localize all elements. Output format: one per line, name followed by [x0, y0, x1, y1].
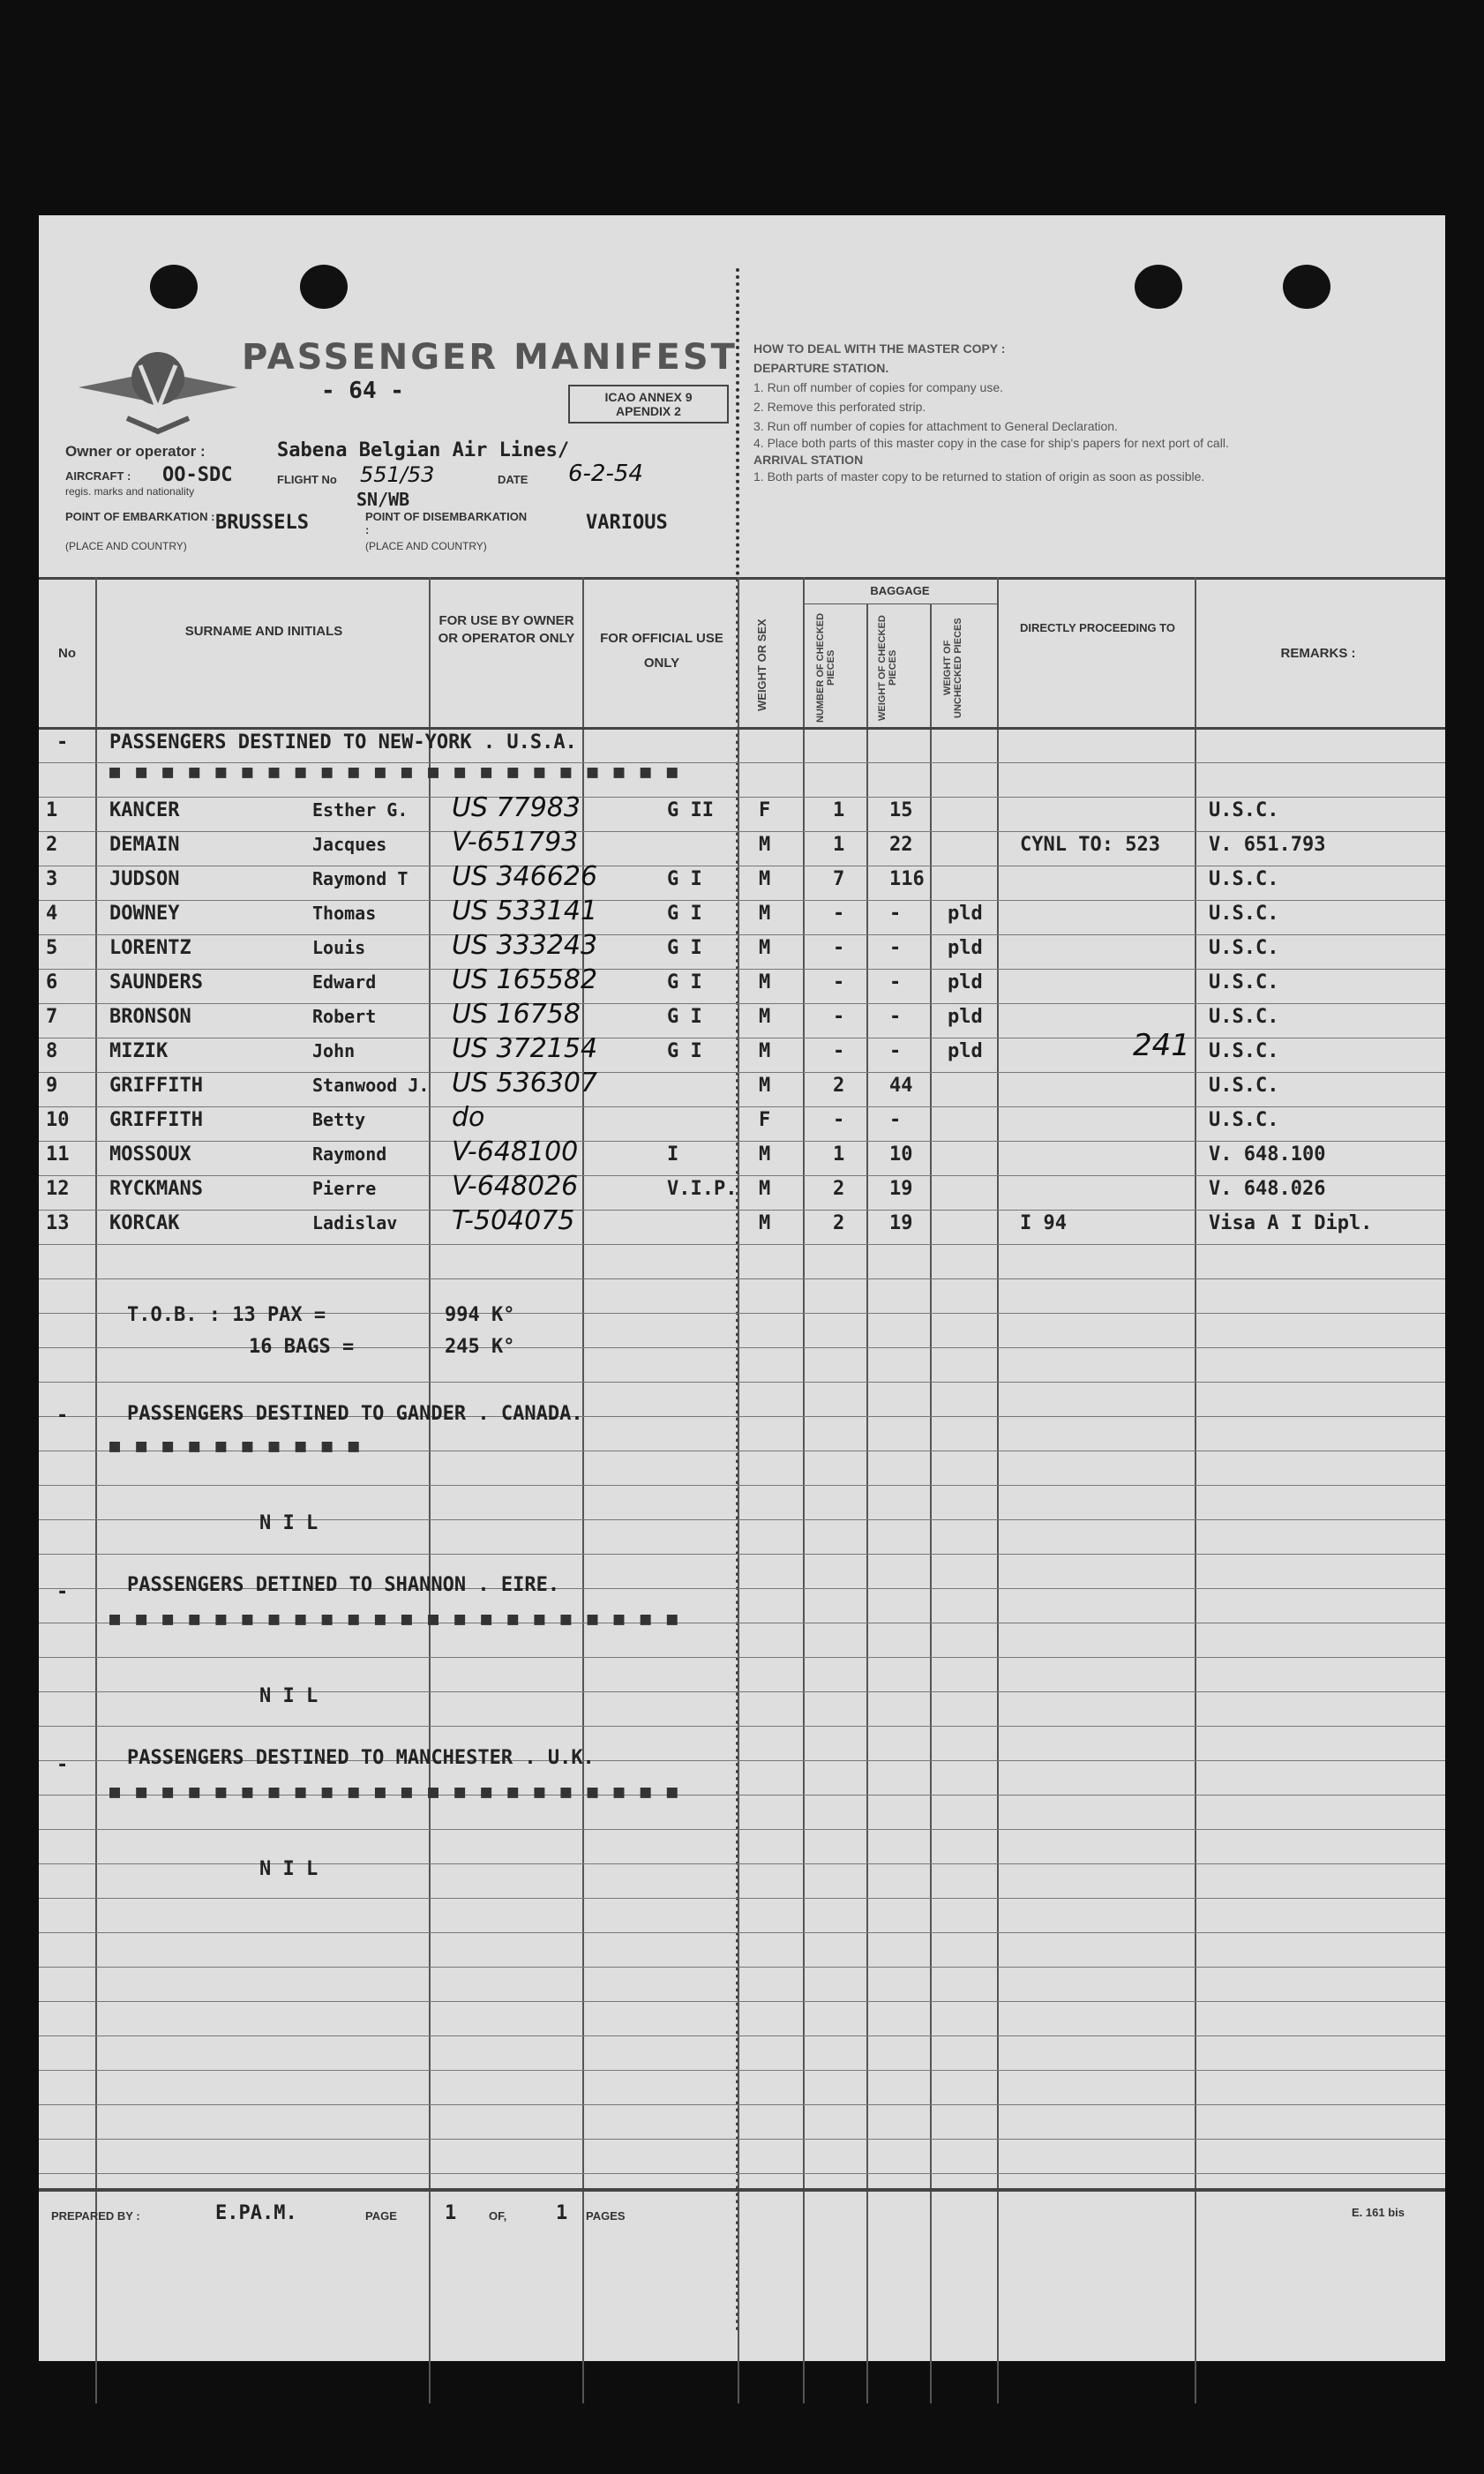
section-bullet: - — [56, 1754, 69, 1776]
row-official-use: G I — [667, 868, 702, 890]
row-checked-pieces: 1 — [833, 799, 845, 821]
nil-shannon: N I L — [259, 1685, 319, 1707]
row-sex: M — [759, 937, 771, 959]
row-checked-pieces: - — [833, 937, 845, 959]
row-no: 5 — [46, 937, 58, 959]
totals-bags-weight: 245 K° — [445, 1336, 515, 1358]
row-remarks: U.S.C. — [1209, 1006, 1279, 1028]
row-no: 8 — [46, 1040, 58, 1062]
col-checked-weight: WEIGHT OF CHECKED PIECES — [877, 615, 898, 721]
row-remarks: U.S.C. — [1209, 868, 1279, 890]
arrival-title: ARRIVAL STATION — [753, 453, 864, 467]
rule-line — [39, 831, 1445, 832]
disembark-value: VARIOUS — [586, 512, 668, 534]
rule-line — [39, 797, 1445, 798]
row-owner-use: V-651793 — [452, 827, 579, 858]
row-no: 4 — [46, 903, 58, 925]
instructions-title: HOW TO DEAL WITH THE MASTER COPY : — [753, 341, 1006, 356]
row-no: 3 — [46, 868, 58, 890]
row-checked-weight: - — [889, 903, 902, 925]
instruction-item: 2. Remove this perforated strip. — [753, 400, 926, 414]
flight-value: 551/53 — [360, 462, 435, 487]
owner-label: Owner or operator : — [65, 443, 206, 460]
disembark-sub: (PLACE AND COUNTRY) — [365, 540, 487, 552]
row-directly: 241 — [1133, 1028, 1190, 1063]
row-owner-use: V-648026 — [452, 1171, 579, 1202]
sabena-logo-icon — [74, 339, 242, 436]
row-surname: MIZIK — [109, 1040, 169, 1062]
row-checked-weight: 116 — [889, 868, 925, 890]
row-surname: BRONSON — [109, 1006, 191, 1028]
totals-pax: T.O.B. : 13 PAX = — [127, 1304, 326, 1326]
column-divider — [1195, 577, 1196, 2403]
row-initials: Esther G. — [312, 799, 408, 821]
row-remarks: U.S.C. — [1209, 971, 1279, 993]
aircraft-sub: regis. marks and nationality — [65, 485, 195, 498]
row-owner-use: US 372154 — [452, 1033, 598, 1064]
row-checked-pieces: - — [833, 1109, 845, 1131]
page-value: 1 — [445, 2202, 457, 2224]
row-sex: F — [759, 799, 771, 821]
row-checked-pieces: - — [833, 1040, 845, 1062]
section-bullet: - — [56, 731, 69, 753]
col-directly: DIRECTLY PROCEEDING TO — [1019, 621, 1175, 634]
row-official-use: I — [667, 1143, 679, 1166]
prepared-value: E.PA.M. — [215, 2202, 297, 2224]
row-surname: KORCAK — [109, 1212, 180, 1234]
section-bullet: - — [56, 1405, 69, 1427]
row-initials: Betty — [312, 1109, 366, 1130]
section-new-york: PASSENGERS DESTINED TO NEW-YORK . U.S.A. — [109, 731, 577, 753]
row-sex: M — [759, 971, 771, 993]
punch-hole — [1283, 265, 1330, 309]
rule-line — [39, 1691, 1445, 1692]
row-surname: MOSSOUX — [109, 1143, 191, 1166]
row-no: 2 — [46, 834, 58, 856]
row-checked-weight: 15 — [889, 799, 913, 821]
row-surname: JUDSON — [109, 868, 180, 890]
row-checked-weight: 44 — [889, 1075, 913, 1097]
aircraft-label: AIRCRAFT : — [65, 469, 131, 483]
row-sex: M — [759, 868, 771, 890]
embark-sub: (PLACE AND COUNTRY) — [65, 540, 187, 552]
column-divider — [95, 577, 97, 2403]
column-divider — [582, 577, 584, 2403]
table-top-border — [39, 577, 1445, 580]
row-no: 1 — [46, 799, 58, 821]
rule-line — [39, 1554, 1445, 1555]
row-unchecked-weight: pld — [948, 903, 983, 925]
column-divider — [803, 577, 805, 2403]
row-owner-use: US 533141 — [452, 896, 598, 926]
section-gander: PASSENGERS DESTINED TO GANDER . CANADA. — [127, 1403, 583, 1425]
icao-note: ICAO ANNEX 9 APENDIX 2 — [568, 385, 729, 424]
rule-line — [39, 2104, 1445, 2105]
row-sex: M — [759, 834, 771, 856]
row-surname: DOWNEY — [109, 903, 180, 925]
row-surname: RYCKMANS — [109, 1178, 203, 1200]
header-bottom-border — [39, 727, 1445, 730]
instruction-item: 1. Run off number of copies for company use. — [753, 380, 1004, 394]
punch-hole — [1135, 265, 1182, 309]
row-remarks: Visa A I Dipl. — [1209, 1212, 1373, 1234]
row-sex: M — [759, 1178, 771, 1200]
row-sex: M — [759, 1075, 771, 1097]
row-surname: DEMAIN — [109, 834, 180, 856]
row-checked-pieces: 2 — [833, 1212, 845, 1234]
row-no: 13 — [46, 1212, 70, 1234]
row-owner-use: US 77983 — [452, 792, 581, 823]
rule-line — [39, 1657, 1445, 1658]
nil-gander: N I L — [259, 1512, 319, 1534]
punch-hole — [300, 265, 348, 309]
row-owner-use: US 333243 — [452, 930, 598, 961]
of-value: 1 — [556, 2202, 568, 2224]
row-surname: GRIFFITH — [109, 1075, 203, 1097]
rule-line — [39, 1829, 1445, 1830]
totals-bags: 16 BAGS = — [249, 1336, 355, 1358]
row-sex: M — [759, 1040, 771, 1062]
manifest-title: PASSENGER MANIFEST — [242, 337, 738, 378]
row-checked-weight: - — [889, 1109, 902, 1131]
owner-value: Sabena Belgian Air Lines/ — [277, 439, 570, 461]
pages-label: PAGES — [586, 2209, 626, 2223]
column-divider — [997, 577, 999, 2403]
dash-row: ■ ■ ■ ■ ■ ■ ■ ■ ■ ■ ■ ■ ■ ■ ■ ■ ■ ■ ■ ■ ■ ■ — [109, 1608, 680, 1629]
date-value: 6-2-54 — [568, 461, 643, 487]
row-remarks: U.S.C. — [1209, 1075, 1279, 1097]
col-official-use: FOR OFFICIAL USE ONLY — [600, 631, 723, 671]
row-no: 6 — [46, 971, 58, 993]
row-official-use: V.I.P. — [667, 1178, 738, 1200]
page-number: - 64 - — [321, 378, 404, 404]
aircraft-value: OO-SDC — [162, 464, 233, 486]
rule-line — [39, 934, 1445, 935]
row-official-use: G I — [667, 971, 702, 993]
instruction-item: 3. Run off number of copies for attachment to General Declaration. — [753, 419, 1118, 433]
dash-row: ■ ■ ■ ■ ■ ■ ■ ■ ■ ■ ■ ■ ■ ■ ■ ■ ■ ■ ■ ■ ■ ■ — [109, 1781, 680, 1802]
row-remarks: V. 651.793 — [1209, 834, 1326, 856]
embark-label: POINT OF EMBARKATION : — [65, 510, 215, 523]
rule-line — [39, 1175, 1445, 1176]
col-no: No — [58, 646, 76, 661]
col-checked-pieces: NUMBER OF CHECKED PIECES — [815, 612, 836, 723]
row-checked-weight: - — [889, 1006, 902, 1028]
rule-line — [39, 2173, 1445, 2174]
section-shannon: PASSENGERS DETINED TO SHANNON . EIRE. — [127, 1574, 560, 1596]
row-no: 9 — [46, 1075, 58, 1097]
column-divider — [930, 604, 932, 2403]
row-checked-weight: 22 — [889, 834, 913, 856]
rule-line — [39, 2001, 1445, 2002]
row-remarks: U.S.C. — [1209, 1040, 1279, 1062]
section-bullet: - — [56, 1581, 69, 1603]
nil-manchester: N I L — [259, 1858, 319, 1880]
embark-value: BRUSSELS — [215, 512, 309, 534]
disembark-label: POINT OF DISEMBARKATION : — [365, 510, 528, 536]
row-unchecked-weight: pld — [948, 937, 983, 959]
row-surname: SAUNDERS — [109, 971, 203, 993]
row-initials: Ladislav — [312, 1212, 398, 1233]
row-unchecked-weight: pld — [948, 971, 983, 993]
row-checked-weight: - — [889, 937, 902, 959]
rule-line — [39, 2035, 1445, 2036]
row-remarks: V. 648.100 — [1209, 1143, 1326, 1166]
col-weight-sex: WEIGHT OR SEX — [755, 618, 768, 712]
row-sex: M — [759, 1212, 771, 1234]
manifest-sheet — [39, 215, 1445, 2361]
flight-sub: SN/WB — [356, 489, 410, 510]
row-official-use: G I — [667, 1040, 702, 1062]
row-owner-use: US 16758 — [452, 999, 581, 1030]
row-unchecked-weight: pld — [948, 1006, 983, 1028]
row-sex: F — [759, 1109, 771, 1131]
rule-line — [39, 2139, 1445, 2140]
rule-line — [39, 1726, 1445, 1727]
row-initials: Raymond T — [312, 868, 408, 889]
row-official-use: G I — [667, 937, 702, 959]
rule-line — [39, 1932, 1445, 1933]
row-surname: KANCER — [109, 799, 180, 821]
rule-line — [39, 1072, 1445, 1073]
row-initials: Robert — [312, 1006, 377, 1027]
rule-line — [39, 1898, 1445, 1899]
totals-pax-weight: 994 K° — [445, 1304, 515, 1326]
rule-line — [39, 1519, 1445, 1520]
row-checked-pieces: - — [833, 971, 845, 993]
row-surname: GRIFFITH — [109, 1109, 203, 1131]
rule-line — [39, 2070, 1445, 2071]
rule-line — [39, 1863, 1445, 1864]
row-directly: CYNL TO: 523 — [1020, 834, 1160, 856]
row-checked-weight: - — [889, 971, 902, 993]
row-checked-pieces: 2 — [833, 1075, 845, 1097]
row-sex: M — [759, 1006, 771, 1028]
row-checked-pieces: - — [833, 1006, 845, 1028]
row-owner-use: US 165582 — [452, 964, 598, 995]
rule-line — [39, 1106, 1445, 1107]
rule-line — [39, 969, 1445, 970]
column-divider — [429, 577, 431, 2403]
row-checked-weight: 10 — [889, 1143, 913, 1166]
page-label: PAGE — [365, 2209, 397, 2223]
row-initials: Raymond — [312, 1143, 387, 1165]
col-surname: SURNAME AND INITIALS — [184, 624, 343, 639]
row-remarks: U.S.C. — [1209, 1109, 1279, 1131]
col-owner-use: FOR USE BY OWNER OR OPERATOR ONLY — [438, 613, 575, 646]
row-checked-pieces: 1 — [833, 834, 845, 856]
col-unchecked-weight: WEIGHT OF UNCHECKED PIECES — [942, 618, 963, 718]
column-divider — [738, 577, 739, 2403]
row-initials: Jacques — [312, 834, 387, 855]
row-remarks: V. 648.026 — [1209, 1178, 1326, 1200]
row-no: 7 — [46, 1006, 58, 1028]
row-official-use: G I — [667, 903, 702, 925]
row-initials: Thomas — [312, 903, 377, 924]
row-initials: John — [312, 1040, 356, 1061]
col-remarks: REMARKS : — [1280, 646, 1356, 661]
date-label: DATE — [498, 473, 528, 486]
row-checked-weight: 19 — [889, 1178, 913, 1200]
row-official-use: G II — [667, 799, 714, 821]
row-remarks: U.S.C. — [1209, 937, 1279, 959]
rule-line — [39, 1141, 1445, 1142]
rule-line — [39, 900, 1445, 901]
row-unchecked-weight: pld — [948, 1040, 983, 1062]
rule-line — [39, 1382, 1445, 1383]
row-no: 12 — [46, 1178, 70, 1200]
row-owner-use: US 536307 — [452, 1068, 598, 1098]
row-owner-use: US 346626 — [452, 861, 598, 892]
departure-title: DEPARTURE STATION. — [753, 361, 889, 375]
row-sex: M — [759, 903, 771, 925]
rule-line — [39, 1244, 1445, 1245]
row-sex: M — [759, 1143, 771, 1166]
row-checked-weight: - — [889, 1040, 902, 1062]
instruction-item: 4. Place both parts of this master copy in the case for ship's papers for next port of call. — [753, 436, 1229, 450]
dash-row: ■ ■ ■ ■ ■ ■ ■ ■ ■ ■ — [109, 1435, 362, 1456]
rule-line — [39, 1003, 1445, 1004]
row-initials: Stanwood J. — [312, 1075, 430, 1096]
dash-row: ■ ■ ■ ■ ■ ■ ■ ■ ■ ■ ■ ■ ■ ■ ■ ■ ■ ■ ■ ■ ■ ■ — [109, 761, 680, 782]
row-initials: Louis — [312, 937, 366, 958]
row-checked-pieces: 2 — [833, 1178, 845, 1200]
row-owner-use: T-504075 — [452, 1205, 575, 1236]
punch-hole — [150, 265, 198, 309]
row-surname: LORENTZ — [109, 937, 191, 959]
row-checked-weight: 19 — [889, 1212, 913, 1234]
rule-line — [39, 1210, 1445, 1211]
col-baggage: BAGGAGE — [870, 584, 930, 597]
row-official-use: G I — [667, 1006, 702, 1028]
row-no: 11 — [46, 1143, 70, 1166]
instructions-block — [753, 339, 1371, 484]
row-initials: Pierre — [312, 1178, 377, 1199]
footer-border — [39, 2188, 1445, 2192]
rule-line — [39, 1278, 1445, 1279]
column-divider — [866, 604, 868, 2403]
row-no: 10 — [46, 1109, 70, 1131]
row-checked-pieces: - — [833, 903, 845, 925]
row-owner-use: V-648100 — [452, 1136, 579, 1167]
row-checked-pieces: 1 — [833, 1143, 845, 1166]
row-checked-pieces: 7 — [833, 868, 845, 890]
form-number: E. 161 bis — [1352, 2206, 1405, 2219]
arrival-item: 1. Both parts of master copy to be returned to station of origin as soon as possible. — [753, 469, 1205, 484]
section-manchester: PASSENGERS DESTINED TO MANCHESTER . U.K. — [127, 1747, 595, 1769]
flight-label: FLIGHT No — [277, 473, 337, 486]
row-initials: Edward — [312, 971, 377, 993]
rule-line — [39, 1485, 1445, 1486]
row-owner-use: do — [452, 1102, 485, 1133]
rule-line — [39, 1967, 1445, 1968]
row-remarks: U.S.C. — [1209, 799, 1279, 821]
row-directly: I 94 — [1020, 1212, 1067, 1234]
of-label: OF, — [489, 2209, 507, 2223]
row-remarks: U.S.C. — [1209, 903, 1279, 925]
prepared-label: PREPARED BY : — [51, 2209, 140, 2223]
